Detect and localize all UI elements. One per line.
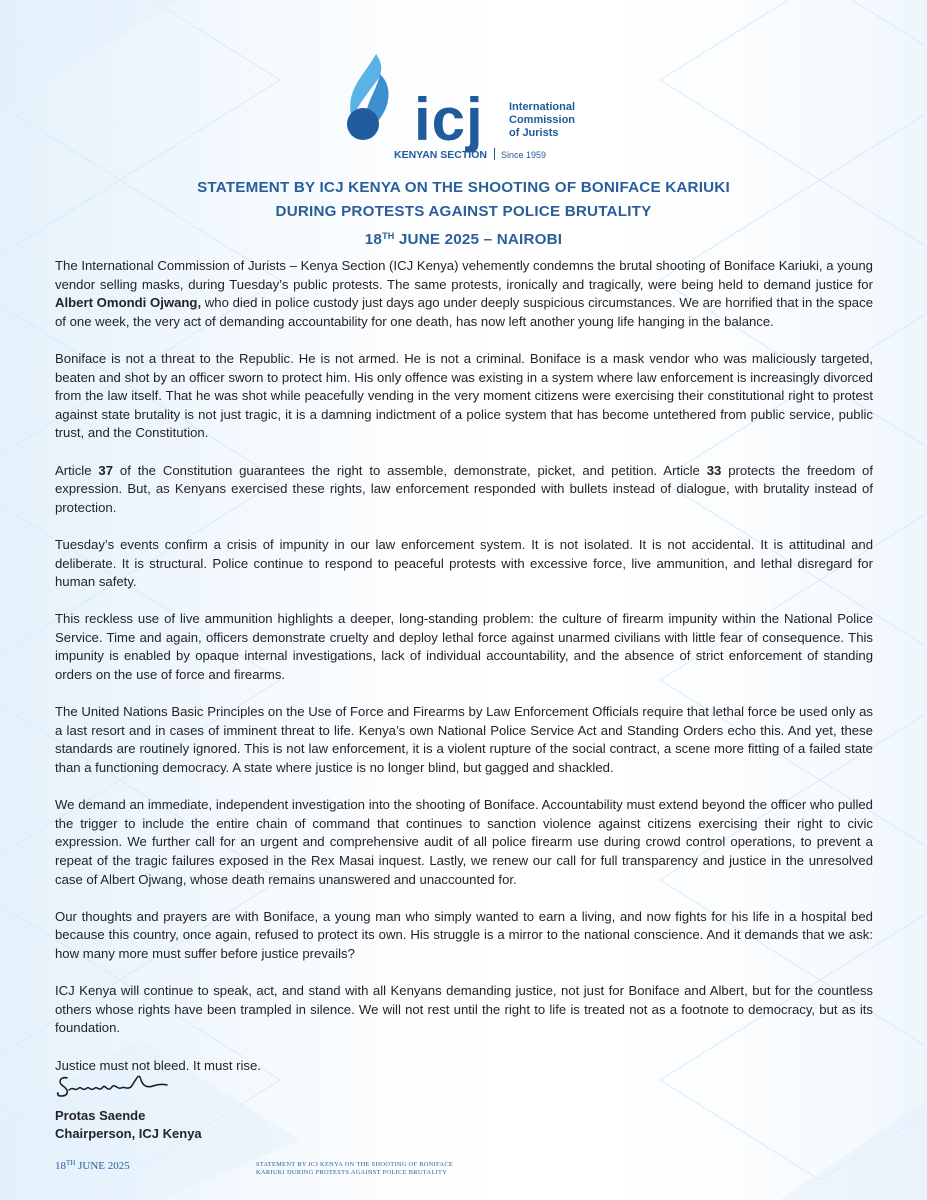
logo-section-line xyxy=(394,148,546,161)
logo-section-name: KENYAN SECTION xyxy=(394,149,487,161)
logo-org-line: International xyxy=(509,101,576,113)
footer-note xyxy=(256,1161,453,1177)
paragraph-6: The United Nations Basic Principles on the Use of Force and Firearms by Law Enforcement Officials require that lethal force be used only as a last resort and in cases of imminent threat to life. Kenya’s own National Police Service Act and Standing Orders echo this. And yet, these standards are routinely ignored. This is not law enforcement, it is a violent rupture of the social contract, a scene more fitting of a failed state than a functioning democracy. A state where justice is no longer blind, but gagged and shackled. xyxy=(55,704,873,776)
title-date-day: 18 xyxy=(364,231,383,248)
paragraph-text: who died in police custody just days ago under deeply suspicious circumstances. We are horrified that in the space of one week, the very act of demanding accountability for one death, has now left another young life hanging in the balance. xyxy=(55,295,873,329)
paragraph-text: The International Commission of Jurists – Kenya Section (ICJ Kenya) vehemently condemns the brutal shooting of Boniface Kariuki, a young vendor selling masks, during Tuesday’s public protests. The same protests, ironically and tragically, were being held to demand justice for xyxy=(55,258,873,292)
paragraph-1 xyxy=(55,257,873,331)
paragraph-text: protects the freedom of expression. But, as Kenyans exercised these rights, law enforcement responded with bullets instead of dialogue, with brutality instead of protection. xyxy=(55,462,873,515)
logo-org-name xyxy=(509,101,575,140)
paragraph-text: of the Constitution guarantees the right to assemble, demonstrate, picket, and petition. Article xyxy=(113,462,707,478)
bold-article: 33 xyxy=(706,462,722,478)
paragraph-text: Article xyxy=(55,462,99,478)
paragraph-9: ICJ Kenya will continue to speak, act, and stand with all Kenyans demanding justice, not just for Boniface and Albert, but for the countless others whose rights have been trampled in silence. We will not rest until the right to life is treated not as a footnote to democracy, but as its foundation. xyxy=(55,983,873,1036)
footer-note-line: STATEMENT BY ICJ KENYA ON THE SHOOTING OF BONIFACE xyxy=(256,1161,454,1168)
footer-note-line: KARIUKI DURING PROTESTS AGAINST POLICE BRUTALITY xyxy=(256,1169,448,1176)
signature-image xyxy=(55,1068,170,1104)
title-line-3 xyxy=(0,224,927,252)
logo-org-line: of Jurists xyxy=(509,127,559,139)
logo-org-line: Commission xyxy=(509,114,576,126)
footer-date-suffix: TH xyxy=(66,1159,76,1167)
title-line-2: DURING PROTESTS AGAINST POLICE BRUTALITY xyxy=(275,203,652,220)
statement-title xyxy=(0,176,927,252)
logo-drop-icon xyxy=(336,52,416,148)
footer-date-rest: JUNE 2025 xyxy=(75,1160,130,1172)
footer-date-day: 18 xyxy=(55,1160,66,1172)
paragraph-2: Boniface is not a threat to the Republic. He is not armed. He is not a criminal. Boniface is a mask vendor who was maliciously targeted, beaten and shot by an officer sworn to protect him. His only offence was existing in a system where law enforcement is increasingly divorced from the law itself. That he was shot while peacefully vending in the very moment citizens were exercising their constitutional right to protest against state brutality is not just tragic, it is a damning indictment of a police system that has become untethered from public service, public trust, and the Constitution. xyxy=(55,350,873,441)
signatory-title: Chairperson, ICJ Kenya xyxy=(55,1126,202,1141)
logo-wordmark: icj xyxy=(414,86,484,153)
paragraph-8: Our thoughts and prayers are with Boniface, a young man who simply wanted to earn a living, and now fights for his life in a hospital bed because this country, once again, refused to protect its own. His struggle is a mirror to the national conscience. And it demands that we ask: how many more must suffer before justice prevails? xyxy=(55,908,873,961)
logo-divider xyxy=(494,148,495,160)
title-date-rest: JUNE 2025 – NAIROBI xyxy=(394,231,563,248)
paragraph-7: We demand an immediate, independent investigation into the shooting of Boniface. Accountability must extend beyond the officer who pulled the trigger to include the entire chain of command that continues to sanction violence against citizens exercising their right to civic expression. We further call for an urgent and comprehensive audit of all police firearm use during crowd control operations, to prevent a repeat of the tragic failures exposed in the Rex Masai inquest. Lastly, we renew our call for full transparency and justice in the unresolved case of Albert Ojwang, whose death remains unanswered and unaccounted for. xyxy=(55,797,873,887)
footer-date xyxy=(55,1159,130,1172)
closing-line: Justice must not bleed. It must rise. xyxy=(55,1057,261,1073)
title-date-suffix: TH xyxy=(382,231,395,241)
signatory-name: Protas Saende xyxy=(55,1108,146,1123)
logo-since: Since 1959 xyxy=(500,150,547,160)
bold-name: Albert Omondi Ojwang, xyxy=(55,295,202,311)
paragraph-4: Tuesday’s events confirm a crisis of impunity in our law enforcement system. It is not isolated. It is not accidental. It is attitudinal and deliberate. It is structural. Police continue to respond to peaceful protests with excessive force, live ammunition, and lethal disregard for human safety. xyxy=(55,536,873,590)
title-line-1: STATEMENT BY ICJ KENYA ON THE SHOOTING OF BONIFACE KARIUKI xyxy=(197,179,730,196)
paragraph-3 xyxy=(55,462,873,518)
icj-logo xyxy=(336,52,596,164)
paragraph-5: This reckless use of live ammunition highlights a deeper, long-standing problem: the culture of firearm impunity within the National Police Service. Time and again, officers demonstrate cruelty and deploy lethal force against unarmed civilians with little fear of consequence. This impunity is enabled by opaque internal investigations, lack of individual accountability, and the absence of strict enforcement of standing orders on the use of force and firearms. xyxy=(55,611,873,683)
bold-article: 37 xyxy=(98,462,114,478)
statement-body xyxy=(55,257,873,1075)
